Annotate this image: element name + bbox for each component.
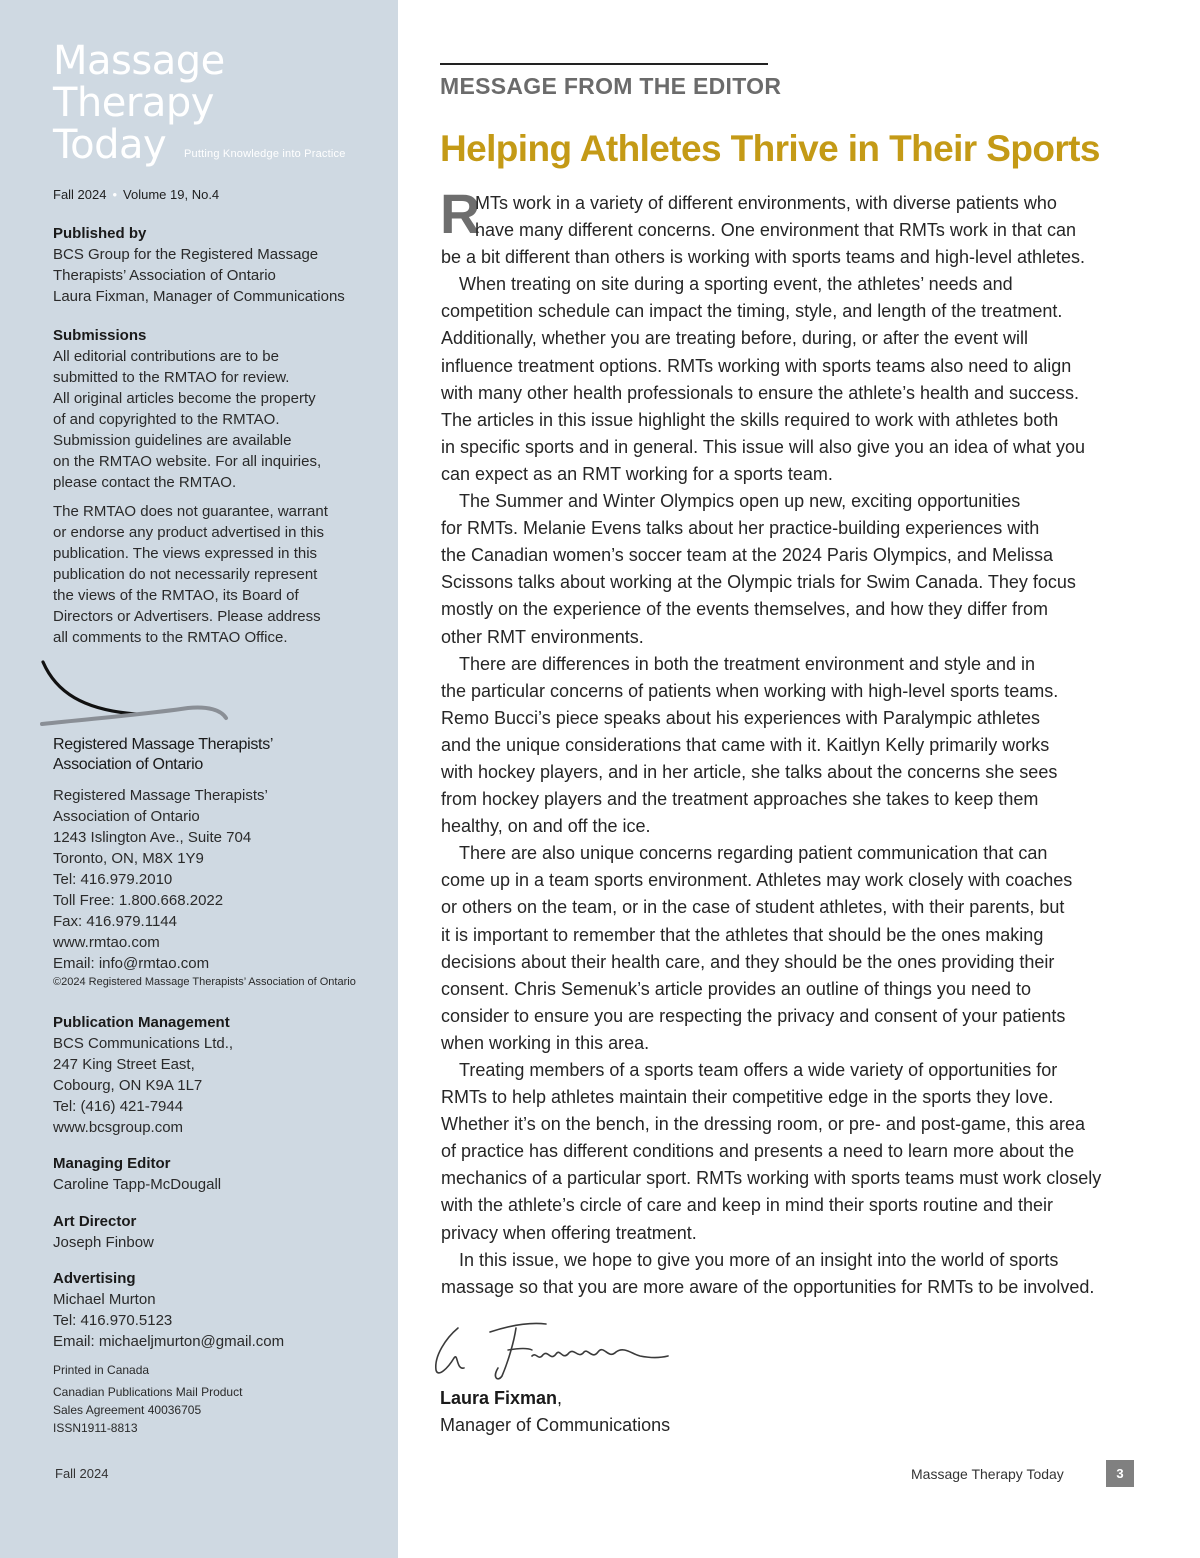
pubmgmt-line: BCS Communications Ltd., [53, 1035, 234, 1052]
body-line: consent. Chris Semenuk’s article provides an outline of things you need to [441, 978, 1032, 999]
disclaimer-section [53, 501, 388, 648]
published-by-line: BCS Group for the Registered Massage [53, 246, 319, 263]
issue-info [53, 187, 219, 202]
submissions-line: submitted to the RMTAO for review. [53, 369, 290, 386]
publication-management-section [53, 1012, 388, 1138]
masthead-line-1: Massage [53, 38, 225, 84]
rmtao-logo-line: Association of Ontario [53, 756, 203, 773]
handwritten-signature-icon [428, 1308, 688, 1386]
body-line: with the athlete’s circle of care and keep in mind their sports routine and their [441, 1195, 1053, 1216]
body-line: other RMT environments. [441, 626, 644, 647]
body-line: the Canadian women’s soccer team at the 2024 Paris Olympics, and Melissa [441, 545, 1053, 566]
body-line: of practice has different conditions and presents a need to learn more about the [441, 1141, 1075, 1162]
address-line: Association of Ontario [53, 808, 200, 825]
body-line: come up in a team sports environment. Athletes may work closely with coaches [441, 870, 1073, 891]
drop-cap: R [440, 182, 481, 245]
body-line: the particular concerns of patients when working with high-level sports teams. [441, 680, 1059, 701]
mail-product-line: Sales Agreement 40036705 [53, 1403, 202, 1417]
rmtao-logo-text [53, 735, 273, 775]
published-by-line: Laura Fixman, Manager of Communications [53, 288, 345, 305]
body-line: Treating members of a sports team offers a wide variety of opportunities for [459, 1060, 1058, 1080]
body-line: influence treatment options. RMTs working with sports teams also need to align [441, 355, 1072, 376]
section-label: MESSAGE FROM THE EDITOR [440, 73, 782, 99]
copyright-line: ©2024 Registered Massage Therapists’ Association of Ontario [53, 976, 356, 988]
body-line: privacy when offering treatment. [441, 1222, 697, 1243]
signoff-title: Manager of Communications [440, 1415, 671, 1435]
section-rule [440, 63, 768, 65]
page-number: 3 [1106, 1460, 1134, 1487]
advertising-line: Tel: 416.970.5123 [53, 1312, 173, 1329]
body-line: RMTs to help athletes maintain their competitive edge in the sports they love. [441, 1087, 1054, 1108]
pubmgmt-website-link[interactable]: www.bcsgroup.com [53, 1119, 184, 1136]
address-line: Toronto, ON, M8X 1Y9 [53, 850, 204, 867]
pubmgmt-line: 247 King Street East, [53, 1056, 195, 1073]
body-line: when working in this area. [441, 1032, 650, 1053]
submissions-line: on the RMTAO website. For all inquiries, [53, 453, 322, 470]
advertising-email-link[interactable]: Email: michaeljmurton@gmail.com [53, 1333, 285, 1350]
published-by-line: Therapists’ Association of Ontario [53, 267, 276, 284]
submissions-line: Submission guidelines are available [53, 432, 292, 449]
issue-volume: Volume 19, No.4 [123, 187, 220, 202]
art-director-heading: Art Director [53, 1213, 137, 1230]
masthead-line-3: Today [53, 122, 167, 168]
masthead-logo [53, 38, 346, 168]
art-director-name: Joseph Finbow [53, 1234, 154, 1251]
phone-line: Tel: 416.979.2010 [53, 871, 173, 888]
fax-line: Fax: 416.979.1144 [53, 913, 177, 930]
advertising-line: Michael Murton [53, 1291, 156, 1308]
body-line: be a bit different than others is working with sports teams and high-level athletes. [441, 247, 1086, 268]
disclaimer-line: all comments to the RMTAO Office. [53, 629, 288, 646]
body-line: and the unique considerations that came with it. Kaitlyn Kelly primarily works [441, 734, 1050, 755]
art-director-section [53, 1211, 388, 1253]
body-line: The Summer and Winter Olympics open up new, exciting opportunities [459, 491, 1021, 512]
footer-issue: Fall 2024 [55, 1466, 109, 1481]
body-line: When treating on site during a sporting event, the athletes’ needs and [459, 274, 1013, 295]
body-line: Remo Bucci’s piece speaks about his experiences with Paralympic athletes [441, 707, 1040, 728]
body-line: or others on the team, or in the case of student athletes, with their parents, but [441, 897, 1065, 918]
advertising-heading: Advertising [53, 1270, 136, 1287]
publication-management-heading: Publication Management [53, 1014, 230, 1031]
body-line: MTs work in a variety of different environments, with diverse patients who [475, 193, 1057, 213]
managing-editor-heading: Managing Editor [53, 1155, 171, 1172]
masthead-line-2: Therapy [53, 80, 214, 126]
org-address [53, 785, 388, 991]
published-by-heading: Published by [53, 225, 147, 242]
body-line: from hockey players and the treatment approaches she takes to keep them [441, 789, 1039, 810]
body-line: decisions about their health care, and they should be the ones providing their [441, 951, 1055, 972]
address-line: 1243 Islington Ave., Suite 704 [53, 829, 252, 846]
disclaimer-line: the views of the RMTAO, its Board of [53, 587, 299, 604]
submissions-heading: Submissions [53, 327, 147, 344]
printed-line: Printed in Canada [53, 1363, 150, 1377]
signoff-name-text: Laura Fixman [440, 1388, 558, 1408]
submissions-line: All original articles become the property [53, 390, 316, 407]
body-line: it is important to remember that the athletes that should be the ones making [441, 924, 1044, 945]
body-line: Scissons talks about working at the Olympic trials for Swim Canada. They focus [441, 572, 1076, 593]
body-line: mostly on the experience of the events themselves, and how they differ from [441, 599, 1048, 620]
submissions-line: please contact the RMTAO. [53, 474, 237, 491]
body-line: massage so that you are more aware of the opportunities for RMTs to be involved. [441, 1276, 1095, 1297]
footer-publication: Massage Therapy Today [911, 1466, 1064, 1482]
body-line: The articles in this issue highlight the skills required to work with athletes both [441, 409, 1059, 430]
pubmgmt-line: Tel: (416) 421-7944 [53, 1098, 184, 1115]
pubmgmt-line: Cobourg, ON K9A 1L7 [53, 1077, 203, 1094]
rmtao-logo-line: Registered Massage Therapists’ [53, 736, 274, 753]
body-line: There are also unique concerns regarding patient communication that can [459, 843, 1048, 864]
submissions-line: All editorial contributions are to be [53, 348, 279, 365]
issue-season: Fall 2024 [53, 187, 107, 202]
address-line: Registered Massage Therapists’ [53, 787, 268, 804]
article-body [440, 182, 1141, 1301]
masthead-tagline: Putting Knowledge into Practice [184, 148, 346, 160]
managing-editor-name: Caroline Tapp-McDougall [53, 1176, 222, 1193]
body-line: have many different concerns. One environment that RMTs work in that can [475, 220, 1076, 241]
body-line: Additionally, whether you are treating before, during, or after the event will [441, 328, 1028, 349]
sidebar [0, 0, 398, 1558]
disclaimer-line: publication do not necessarily represent [53, 566, 318, 583]
body-line: with many other health professionals to ensure the athlete’s health and success. [441, 382, 1080, 403]
tollfree-line: Toll Free: 1.800.668.2022 [53, 892, 224, 909]
email-link[interactable]: Email: info@rmtao.com [53, 955, 210, 972]
submissions-line: of and copyrighted to the RMTAO. [53, 411, 280, 428]
rmtao-swoosh-logo-icon [38, 658, 238, 734]
signoff-name [440, 1386, 562, 1410]
disclaimer-line: Directors or Advertisers. Please address [53, 608, 321, 625]
body-line: for RMTs. Melanie Evens talks about her practice-building experiences with [441, 518, 1040, 539]
published-by-section [53, 223, 388, 307]
mail-product-line: ISSN1911-8813 [53, 1421, 138, 1435]
printed-in [53, 1361, 388, 1379]
body-line: mechanics of a particular sport. RMTs working with sports teams must work closely [441, 1168, 1102, 1189]
body-line: There are differences in both the treatment environment and style and in [459, 653, 1036, 674]
submissions-section [53, 325, 388, 493]
bullet-separator: • [112, 187, 118, 202]
body-line: In this issue, we hope to give you more of an insight into the world of sports [459, 1249, 1059, 1270]
body-line: consider to ensure you are respecting the privacy and consent of your patients [441, 1005, 1066, 1026]
body-line: with hockey players, and in her article, she talks about the concerns she sees [441, 761, 1058, 782]
body-line: competition schedule can impact the timing, style, and length of the treatment. [441, 301, 1063, 322]
body-line: can expect as an RMT working for a sports team. [441, 463, 833, 484]
article-headline: Helping Athletes Thrive in Their Sports [440, 128, 1100, 169]
mail-product [53, 1383, 388, 1437]
website-link[interactable]: www.rmtao.com [53, 934, 160, 951]
body-line: healthy, on and off the ice. [441, 816, 651, 837]
body-line: Whether it’s on the bench, in the dressing room, or pre- and post-game, this area [441, 1114, 1086, 1135]
managing-editor-section [53, 1153, 388, 1195]
body-line: in specific sports and in general. This issue will also give you an idea of what you [441, 436, 1086, 457]
signoff-comma: , [557, 1388, 563, 1408]
advertising-section [53, 1268, 388, 1352]
disclaimer-line: The RMTAO does not guarantee, warrant [53, 503, 328, 520]
disclaimer-line: or endorse any product advertised in this [53, 524, 324, 541]
mail-product-line: Canadian Publications Mail Product [53, 1385, 243, 1399]
disclaimer-line: publication. The views expressed in this [53, 545, 318, 562]
